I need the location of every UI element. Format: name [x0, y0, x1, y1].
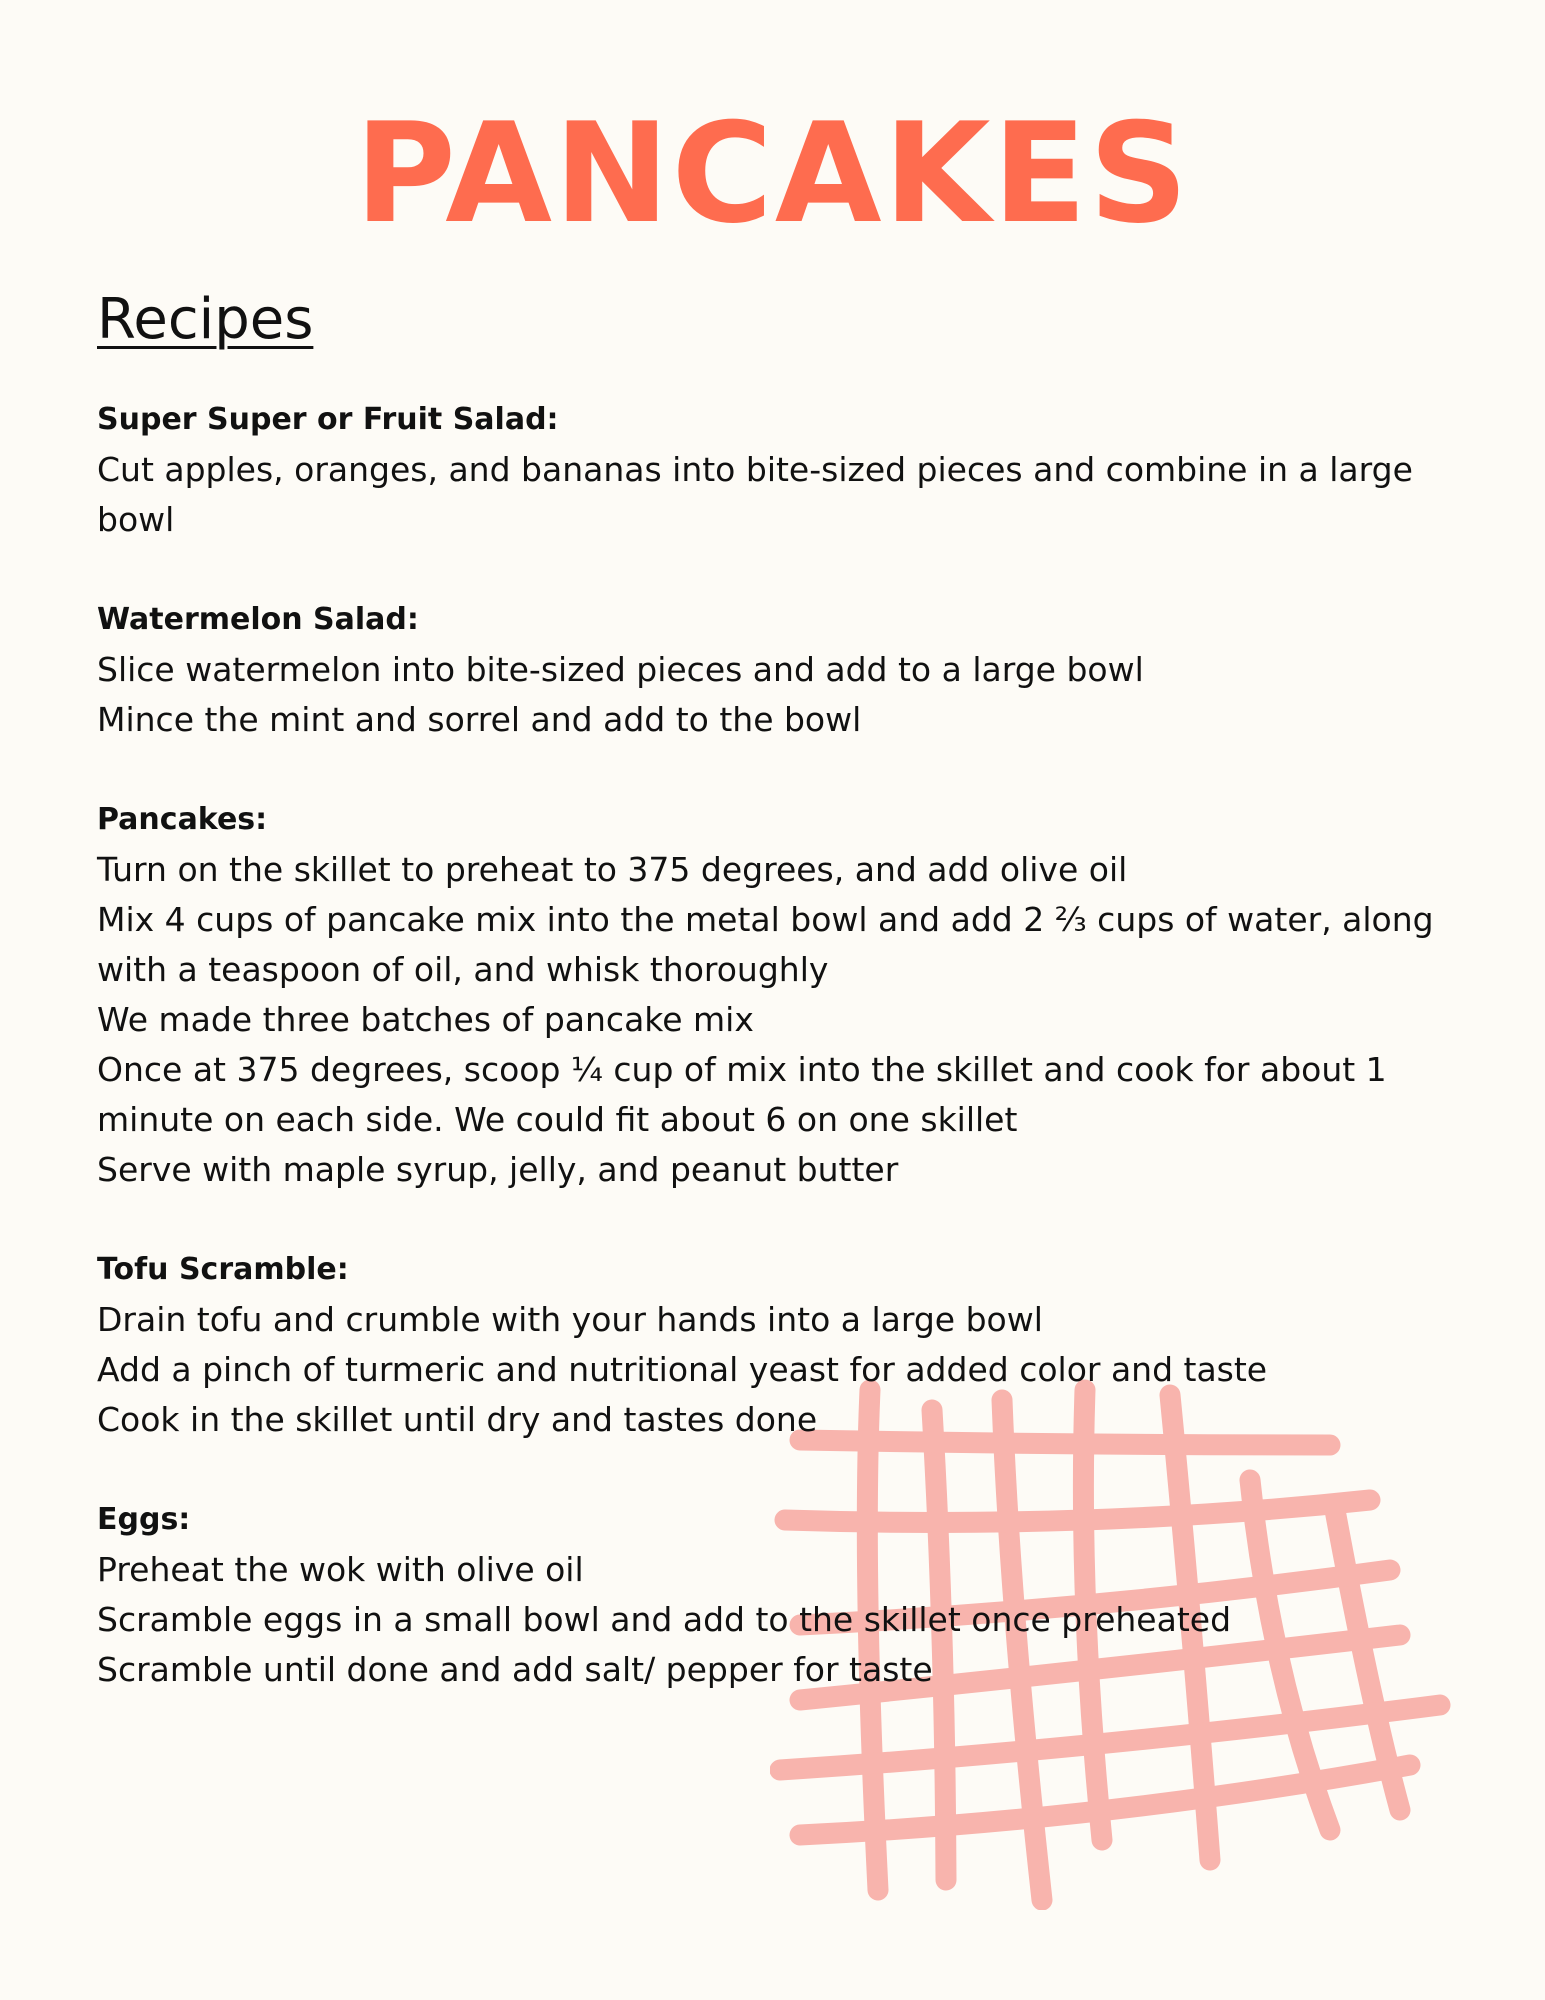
recipe-step: Mince the mint and sorrel and add to the bowl — [97, 700, 862, 739]
section-heading: Recipes — [97, 287, 314, 352]
recipe-pancakes — [97, 795, 1457, 1195]
page-title: PANCAKES — [354, 93, 1191, 254]
recipe-title: Super Super or Fruit Salad: — [97, 402, 559, 437]
recipe-eggs — [97, 1495, 1457, 1695]
recipe-fruit-salad — [97, 395, 1457, 545]
recipe-title: Eggs: — [97, 1502, 191, 1537]
recipe-title: Pancakes: — [97, 802, 268, 837]
recipe-step: Scramble eggs in a small bowl and add to the skillet once preheated — [97, 1600, 1232, 1639]
recipe-step: Scramble until done and add salt/ pepper for taste — [97, 1650, 933, 1689]
recipe-step: Cut apples, oranges, and bananas into bite-sized pieces and combine in a large bowl — [97, 450, 1413, 539]
recipe-title: Watermelon Salad: — [97, 602, 419, 637]
recipe-watermelon-salad — [97, 595, 1457, 745]
recipe-step: Add a pinch of turmeric and nutritional yeast for added color and taste — [97, 1350, 1268, 1389]
recipe-step: Turn on the skillet to preheat to 375 degrees, and add olive oil — [97, 850, 1128, 889]
recipe-list — [97, 395, 1457, 1745]
recipe-tofu-scramble — [97, 1245, 1457, 1445]
recipe-step: Once at 375 degrees, scoop ¼ cup of mix into the skillet and cook for about 1 minute on each side. We could fit about 6 on one skillet — [97, 1050, 1387, 1139]
recipe-title: Tofu Scramble: — [97, 1252, 349, 1287]
recipe-step: Mix 4 cups of pancake mix into the metal bowl and add 2 ⅔ cups of water, along with a teaspoon of oil, and whisk thoroughly — [97, 900, 1434, 989]
recipe-step: Serve with maple syrup, jelly, and peanut butter — [97, 1150, 899, 1189]
recipe-step: Preheat the wok with olive oil — [97, 1550, 584, 1589]
recipe-step: We made three batches of pancake mix — [97, 1000, 754, 1039]
recipe-step: Drain tofu and crumble with your hands into a large bowl — [97, 1300, 1043, 1339]
recipe-step: Cook in the skillet until dry and tastes done — [97, 1400, 818, 1439]
recipe-step: Slice watermelon into bite-sized pieces and add to a large bowl — [97, 650, 1144, 689]
